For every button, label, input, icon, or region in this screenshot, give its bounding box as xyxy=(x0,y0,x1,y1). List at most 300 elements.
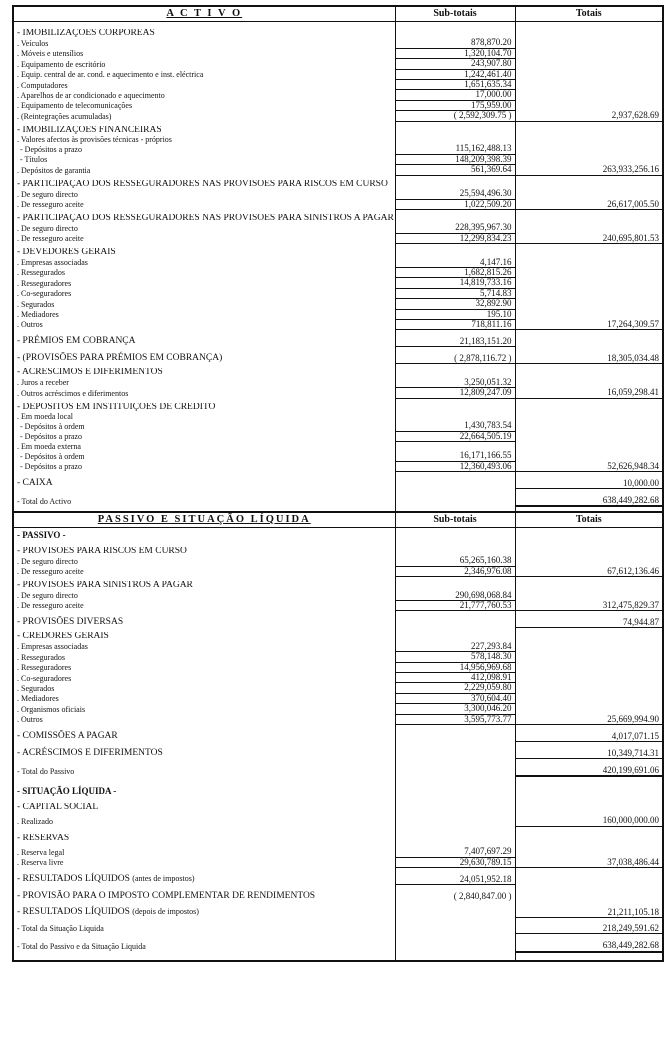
line-item-row xyxy=(13,566,663,576)
subtotal-value xyxy=(395,918,515,934)
total-value xyxy=(515,22,663,30)
subtotal-value xyxy=(395,527,515,540)
subtotal-value: 3,250,051.32 xyxy=(395,378,515,388)
section-heading-row xyxy=(13,547,663,556)
total-value: 52,626,948.34 xyxy=(515,461,663,471)
situacao-heading-row xyxy=(13,784,663,796)
situacao-heading: - SITUAÇÃO LÍQUIDA - xyxy=(13,784,395,796)
subtotal-value: ( 2,840,847.00 ) xyxy=(395,889,515,901)
line-item-label: . Ressegurados xyxy=(13,267,395,277)
section-heading-note: (antes de impostos) xyxy=(132,874,195,884)
section-heading: - CREDORES GERAIS xyxy=(13,632,395,641)
section-heading: - PROVISÕES PARA SINISTROS A PAGAR xyxy=(13,581,395,590)
line-item-row xyxy=(13,154,663,164)
total-value: 67,612,136.46 xyxy=(515,566,663,576)
section-heading: - CAPITAL SOCIAL xyxy=(13,803,395,812)
total-value xyxy=(515,642,663,652)
total-value: 312,475,829.37 xyxy=(515,600,663,610)
subtotal-value: 32,892.90 xyxy=(395,299,515,309)
line-item-row xyxy=(13,556,663,566)
total-value xyxy=(515,527,663,540)
spacer-row xyxy=(13,22,663,30)
total-value xyxy=(515,180,663,189)
line-item-row xyxy=(13,165,663,175)
line-item-label: . Outros xyxy=(13,319,395,329)
section-heading-row xyxy=(13,180,663,189)
total-situacao-label: - Total da Situação Liquida xyxy=(13,918,395,934)
subtotal-value: 2,229,059.80 xyxy=(395,683,515,693)
line-item-row xyxy=(13,693,663,703)
section-heading-row xyxy=(13,905,663,918)
subtotal-value: 12,360,493.06 xyxy=(395,461,515,471)
subtotal-value: 22,664,505.19 xyxy=(395,431,515,441)
line-item-label: . De seguro directo xyxy=(13,223,395,233)
line-item-label: . Reserva legal xyxy=(13,847,395,857)
section-heading: - (PROVISÕES PARA PRÉMIOS EM COBRANÇA) xyxy=(13,351,395,364)
total-value xyxy=(515,412,663,421)
subtotal-value: 17,000.00 xyxy=(395,90,515,100)
header-row xyxy=(13,512,663,528)
section-heading-row xyxy=(13,615,663,628)
subtotal-value xyxy=(395,796,515,803)
total-activo-value: 638,449,282.68 xyxy=(515,493,663,506)
subtotal-value xyxy=(395,126,515,135)
total-value xyxy=(515,378,663,388)
subtotal-value xyxy=(395,729,515,742)
section-heading: - PRÉMIOS EM COBRANÇA xyxy=(13,334,395,347)
line-item-row xyxy=(13,378,663,388)
section-heading-row xyxy=(13,746,663,759)
subtotal-value: 65,265,160.38 xyxy=(395,556,515,566)
line-item-label: . De seguro directo xyxy=(13,556,395,566)
line-item-row xyxy=(13,299,663,309)
total-value xyxy=(515,278,663,288)
line-item-row xyxy=(13,642,663,652)
total-value xyxy=(515,80,663,90)
subtotal-value: 1,430,783.54 xyxy=(395,421,515,431)
subtotal-value: 7,407,697.29 xyxy=(395,847,515,857)
section-heading-row xyxy=(13,248,663,257)
line-item-row xyxy=(13,412,663,421)
section-heading-row xyxy=(13,632,663,641)
line-item-label: . De resseguro aceite xyxy=(13,199,395,209)
line-item-label: . Organismos oficiais xyxy=(13,704,395,714)
header-row xyxy=(13,6,663,22)
section-heading xyxy=(13,905,395,918)
subtotal-value xyxy=(395,135,515,144)
subtotal-value: 1,242,461.40 xyxy=(395,69,515,79)
subtotal-value: 12,299,834.23 xyxy=(395,233,515,243)
line-item-label: . Outros acréscimos e diferimentos xyxy=(13,388,395,398)
section-title xyxy=(13,512,395,528)
total-value: 2,937,628.69 xyxy=(515,111,663,121)
subtotal-value xyxy=(395,368,515,377)
line-item-row xyxy=(13,199,663,209)
line-item-label: . Ressegurados xyxy=(13,652,395,662)
subtotal-value xyxy=(395,581,515,590)
total-value xyxy=(515,652,663,662)
section-heading: - IMOBILIZAÇÕES FINANCEIRAS xyxy=(13,126,395,135)
total-value xyxy=(515,267,663,277)
line-item-label: . De resseguro aceite xyxy=(13,566,395,576)
subtotal-value xyxy=(395,22,515,30)
subtotal-value: 1,320,104.70 xyxy=(395,48,515,58)
section-heading: - PARTICIPAÇÃO DOS RESSEGURADORES NAS PROVISÕES PARA RISCOS EM CURSO xyxy=(13,180,395,189)
line-item-label: . Móveis e utensílios xyxy=(13,48,395,58)
line-item-row xyxy=(13,69,663,79)
subtotal-value xyxy=(395,803,515,812)
section-heading: - DEPÓSITOS EM INSTITUIÇÕES DE CRÉDITO xyxy=(13,403,395,412)
total-value xyxy=(515,632,663,641)
line-item-label: . (Reintegrações acumuladas) xyxy=(13,111,395,121)
total-value: 10,349,714.31 xyxy=(515,746,663,759)
total-value xyxy=(515,59,663,69)
subtotal-value: 228,395,967.30 xyxy=(395,223,515,233)
section-heading-row xyxy=(13,476,663,489)
total-value: 263,933,256.16 xyxy=(515,165,663,175)
subtotal-value: 12,809,247.09 xyxy=(395,388,515,398)
line-item-label: . Empresas associadas xyxy=(13,258,395,268)
section-heading: - RESERVAS xyxy=(13,834,395,843)
line-item-row xyxy=(13,319,663,329)
subtotal-value xyxy=(395,615,515,628)
line-item-label: . Co-seguradores xyxy=(13,673,395,683)
spacer-row xyxy=(13,796,663,803)
subtotal-value: 1,682,815.26 xyxy=(395,267,515,277)
total-value xyxy=(515,248,663,257)
section-heading: - PROVISÕES DIVERSAS xyxy=(13,615,395,628)
line-item-row xyxy=(13,258,663,268)
subtotal-value: 227,293.84 xyxy=(395,642,515,652)
line-item-label: - Depósitos a prazo xyxy=(13,461,395,471)
total-value xyxy=(515,952,663,961)
total-value xyxy=(515,135,663,144)
line-item-label: . Mediadores xyxy=(13,693,395,703)
section-heading: - DEVEDORES GERAIS xyxy=(13,248,395,257)
line-item-label: . Equipamento de telecomunicações xyxy=(13,100,395,110)
total-passivo-label: - Total do Passivo xyxy=(13,763,395,776)
total-value: 37,038,486.44 xyxy=(515,857,663,867)
total-value xyxy=(515,547,663,556)
subtotal-value: 115,162,488.13 xyxy=(395,144,515,154)
subtotal-value xyxy=(395,540,515,547)
total-activo-label: - Total do Activo xyxy=(13,493,395,506)
subtotal-value xyxy=(395,493,515,506)
line-item-row xyxy=(13,431,663,441)
subtotal-value: 1,022,509.20 xyxy=(395,199,515,209)
subtotal-value: 29,630,789.15 xyxy=(395,857,515,867)
total-activo-row xyxy=(13,493,663,506)
total-value xyxy=(515,100,663,110)
balance-sheet xyxy=(12,5,662,962)
total-value xyxy=(515,309,663,319)
subtotal-value: 718,811.16 xyxy=(395,319,515,329)
subtotal-value xyxy=(395,776,515,784)
total-passivo-value: 420,199,691.06 xyxy=(515,763,663,776)
line-item-row xyxy=(13,100,663,110)
subtotal-value: 561,369.64 xyxy=(395,165,515,175)
row-label xyxy=(13,22,395,30)
total-value xyxy=(515,368,663,377)
total-value xyxy=(515,693,663,703)
line-item-row xyxy=(13,309,663,319)
subtotal-value xyxy=(395,442,515,451)
line-item-label: . De seguro directo xyxy=(13,189,395,199)
total-value xyxy=(515,581,663,590)
line-item-label: . Equipamento de escritório xyxy=(13,59,395,69)
total-value xyxy=(515,847,663,857)
total-geral-value: 638,449,282.68 xyxy=(515,934,663,952)
total-value: 240,695,801.53 xyxy=(515,233,663,243)
total-value: 18,305,034.48 xyxy=(515,351,663,364)
section-heading-title: - RESULTADOS LÍQUIDOS xyxy=(17,874,130,885)
line-item-label: . Aparelhos de ar condicionado e aquecimento xyxy=(13,90,395,100)
subtotal-value: 4,147.16 xyxy=(395,258,515,268)
line-item-row xyxy=(13,673,663,683)
line-item-row xyxy=(13,135,663,144)
line-item-label: . Juros a receber xyxy=(13,378,395,388)
subtotal-value xyxy=(395,905,515,918)
total-value xyxy=(515,431,663,441)
subtotal-value: 148,209,398.39 xyxy=(395,154,515,164)
subtotal-value xyxy=(395,412,515,421)
line-item-label: . Computadores xyxy=(13,80,395,90)
line-item-label: - Depósitos a prazo xyxy=(13,431,395,441)
subtotal-value: 24,051,952.18 xyxy=(395,872,515,885)
line-item-row xyxy=(13,90,663,100)
subtotal-value: 25,594,496.30 xyxy=(395,189,515,199)
total-value: 26,617,005.50 xyxy=(515,199,663,209)
subtotal-value: 578,148.30 xyxy=(395,652,515,662)
subtotal-value xyxy=(395,934,515,952)
total-value xyxy=(515,214,663,223)
line-item-row xyxy=(13,816,663,826)
line-item-row xyxy=(13,662,663,672)
total-value xyxy=(515,299,663,309)
line-item-row xyxy=(13,288,663,298)
subtotal-value: 412,098.91 xyxy=(395,673,515,683)
line-item-label: . De seguro directo xyxy=(13,591,395,601)
subtotal-value xyxy=(395,834,515,843)
total-value xyxy=(515,38,663,48)
spacer-row xyxy=(13,826,663,834)
total-value xyxy=(515,591,663,601)
section-heading-row xyxy=(13,889,663,901)
total-value xyxy=(515,704,663,714)
spacer-row xyxy=(13,540,663,547)
line-item-row xyxy=(13,278,663,288)
total-value xyxy=(515,334,663,347)
total-value xyxy=(515,126,663,135)
balance-table-body xyxy=(13,6,663,961)
subtotal-value: 2,346,976.08 xyxy=(395,566,515,576)
line-item-row xyxy=(13,189,663,199)
line-item-label: . Resseguradores xyxy=(13,662,395,672)
section-heading-row xyxy=(13,126,663,135)
total-situacao-row xyxy=(13,918,663,934)
section-title xyxy=(13,6,395,22)
total-value: 17,264,309.57 xyxy=(515,319,663,329)
row-label xyxy=(13,952,395,961)
line-item-row xyxy=(13,59,663,69)
line-item-row xyxy=(13,683,663,693)
subtotal-value: 175,959.00 xyxy=(395,100,515,110)
total-value xyxy=(515,683,663,693)
total-value xyxy=(515,834,663,843)
section-title-text: PASSIVO E SITUAÇÃO LÍQUIDA xyxy=(97,513,311,525)
section-heading-row xyxy=(13,368,663,377)
total-column-header: Totais xyxy=(515,6,663,22)
line-item-label: . Em moeda externa xyxy=(13,442,395,451)
subtotal-value: ( 2,592,309.75 ) xyxy=(395,111,515,121)
total-value xyxy=(515,189,663,199)
total-situacao-value: 218,249,591.62 xyxy=(515,918,663,934)
section-heading-row xyxy=(13,581,663,590)
total-value xyxy=(515,154,663,164)
total-value xyxy=(515,90,663,100)
line-item-row xyxy=(13,591,663,601)
line-item-label: . De resseguro aceite xyxy=(13,600,395,610)
section-heading-row xyxy=(13,29,663,38)
line-item-row xyxy=(13,38,663,48)
total-value xyxy=(515,540,663,547)
line-item-label: . Mediadores xyxy=(13,309,395,319)
section-heading-row xyxy=(13,403,663,412)
total-value: 25,669,994.90 xyxy=(515,714,663,724)
total-column-header: Totais xyxy=(515,512,663,528)
line-item-label: . Segurados xyxy=(13,299,395,309)
section-heading: - COMISSÕES A PAGAR xyxy=(13,729,395,742)
line-item-row xyxy=(13,704,663,714)
subtotal-value xyxy=(395,180,515,189)
total-value xyxy=(515,872,663,885)
total-value xyxy=(515,223,663,233)
total-value xyxy=(515,69,663,79)
section-heading-note: (depois de impostos) xyxy=(132,907,199,917)
subtotal-value xyxy=(395,763,515,776)
section-heading-row xyxy=(13,803,663,812)
line-item-label: . Depósitos de garantia xyxy=(13,165,395,175)
line-item-row xyxy=(13,48,663,58)
line-item-label: . Resseguradores xyxy=(13,278,395,288)
total-value xyxy=(515,776,663,784)
total-value: 160,000,000.00 xyxy=(515,816,663,826)
subtotal-value xyxy=(395,816,515,826)
subtotal-value xyxy=(395,746,515,759)
subtotal-value: 16,171,166.55 xyxy=(395,451,515,461)
section-heading: - CAIXA xyxy=(13,476,395,489)
line-item-row xyxy=(13,442,663,451)
subtotal-value: 878,870.20 xyxy=(395,38,515,48)
subtotal-column-header: Sub-totais xyxy=(395,6,515,22)
section-heading-row xyxy=(13,834,663,843)
total-value: 16,059,298.41 xyxy=(515,388,663,398)
total-value xyxy=(515,258,663,268)
section-heading-row xyxy=(13,214,663,223)
line-item-label: . Valores afectos às provisões técnicas - próprios xyxy=(13,135,395,144)
total-value xyxy=(515,662,663,672)
passivo-heading-row xyxy=(13,527,663,540)
total-value xyxy=(515,451,663,461)
spacer-row xyxy=(13,952,663,961)
subtotal-value: 21,777,760.53 xyxy=(395,600,515,610)
total-value: 21,211,105.18 xyxy=(515,905,663,918)
subtotal-value: 5,714.83 xyxy=(395,288,515,298)
line-item-label: . Outros xyxy=(13,714,395,724)
line-item-row xyxy=(13,600,663,610)
line-item-label: - Depósitos a prazo xyxy=(13,144,395,154)
line-item-row xyxy=(13,267,663,277)
subtotal-value: 243,907.80 xyxy=(395,59,515,69)
section-heading: - IMOBILIZAÇÕES CORPÓREAS xyxy=(13,29,395,38)
spacer-row xyxy=(13,776,663,784)
line-item-row xyxy=(13,80,663,90)
line-item-label: . Empresas associadas xyxy=(13,642,395,652)
line-item-row xyxy=(13,144,663,154)
line-item-label: . Equip. central de ar. cond. e aquecimento e inst. eléctrica xyxy=(13,69,395,79)
subtotal-value: 3,595,773.77 xyxy=(395,714,515,724)
total-geral-label: - Total do Passivo e da Situação Liquida xyxy=(13,934,395,952)
line-item-label: - Depósitos à ordem xyxy=(13,451,395,461)
subtotal-value: 195.10 xyxy=(395,309,515,319)
total-value xyxy=(515,288,663,298)
row-label xyxy=(13,776,395,784)
total-value xyxy=(515,421,663,431)
subtotal-column-header: Sub-totais xyxy=(395,512,515,528)
line-item-row xyxy=(13,461,663,471)
total-value xyxy=(515,48,663,58)
total-value: 10,000.00 xyxy=(515,476,663,489)
section-title-text: A C T I V O xyxy=(166,8,243,19)
subtotal-value: 3,300,046.20 xyxy=(395,704,515,714)
subtotal-value xyxy=(395,826,515,834)
total-value: 4,017,071.15 xyxy=(515,729,663,742)
subtotal-value xyxy=(395,214,515,223)
line-item-label: . Em moeda local xyxy=(13,412,395,421)
total-value xyxy=(515,673,663,683)
line-item-label: - Depósitos à ordem xyxy=(13,421,395,431)
total-passivo-row xyxy=(13,763,663,776)
subtotal-value xyxy=(395,784,515,796)
total-value: 74,944.87 xyxy=(515,615,663,628)
line-item-label: . Segurados xyxy=(13,683,395,693)
subtotal-value: 21,183,151.20 xyxy=(395,334,515,347)
line-item-row xyxy=(13,388,663,398)
section-heading: - PROVISÃO PARA O IMPOSTO COMPLEMENTAR DE RENDIMENTOS xyxy=(13,889,395,901)
line-item-row xyxy=(13,111,663,121)
section-heading: - ACRÉSCIMOS E DIFERIMENTOS xyxy=(13,368,395,377)
total-value xyxy=(515,803,663,812)
total-value xyxy=(515,796,663,803)
line-item-label: . Reserva livre xyxy=(13,857,395,867)
line-item-row xyxy=(13,652,663,662)
subtotal-value xyxy=(395,403,515,412)
balance-table xyxy=(12,5,664,962)
subtotal-value: 290,698,068.84 xyxy=(395,591,515,601)
total-value xyxy=(515,442,663,451)
section-heading-row xyxy=(13,872,663,885)
total-value xyxy=(515,556,663,566)
subtotal-value: ( 2,878,116.72 ) xyxy=(395,351,515,364)
subtotal-value: 370,604.40 xyxy=(395,693,515,703)
section-heading-row xyxy=(13,729,663,742)
line-item-row xyxy=(13,857,663,867)
subtotal-value: 1,651,635.34 xyxy=(395,80,515,90)
total-geral-row xyxy=(13,934,663,952)
line-item-row xyxy=(13,714,663,724)
subtotal-value xyxy=(395,476,515,489)
section-heading-row xyxy=(13,334,663,347)
